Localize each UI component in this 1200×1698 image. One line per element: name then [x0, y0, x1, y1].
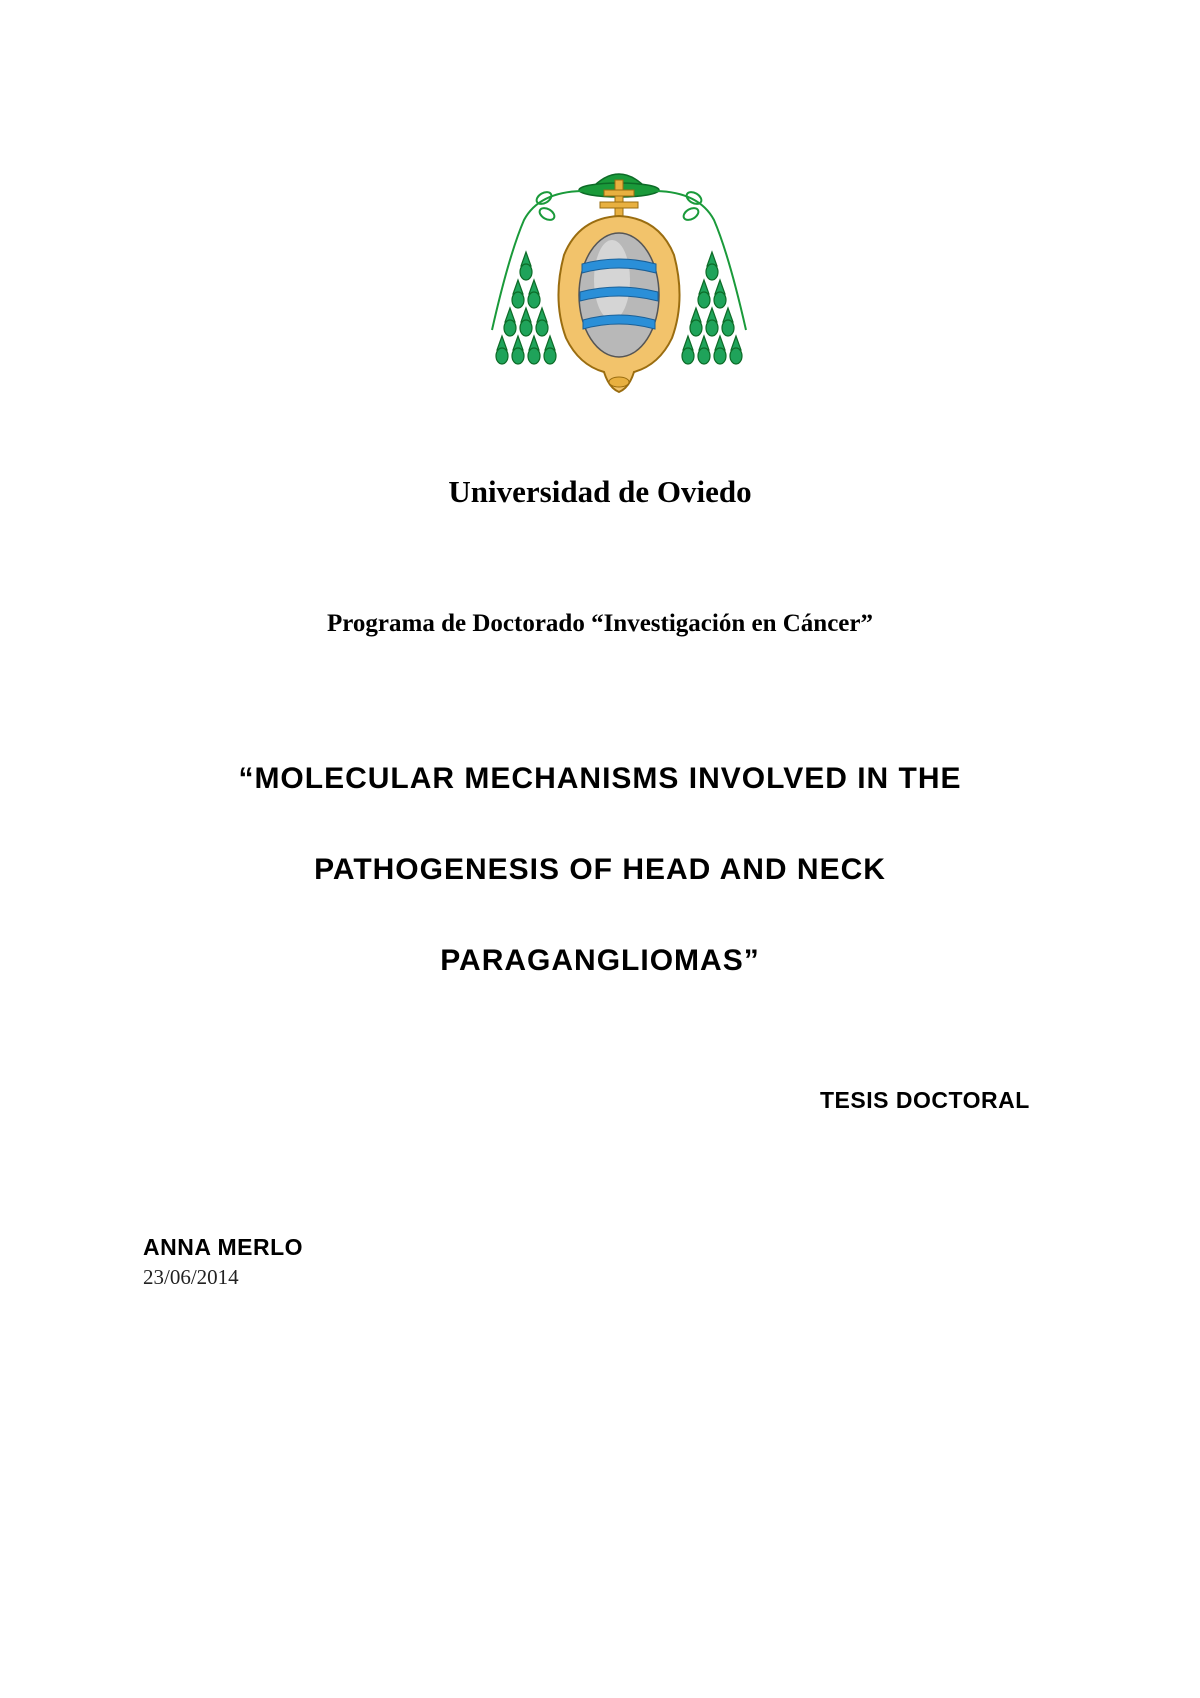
author-name: ANNA MERLO [143, 1234, 304, 1260]
university-name: Universidad de Oviedo [448, 474, 752, 509]
doctoral-program: Programa de Doctorado “Investigación en Cáncer” [327, 610, 873, 637]
thesis-type-label: TESIS DOCTORAL [820, 1087, 1030, 1113]
thesis-title-line-2: PATHOGENESIS OF HEAD AND NECK [314, 853, 886, 886]
defense-date: 23/06/2014 [143, 1265, 239, 1289]
thesis-title-line-3: PARAGANGLIOMAS” [440, 944, 760, 977]
thesis-title-line-1: “MOLECULAR MECHANISMS INVOLVED IN THE [238, 762, 962, 795]
university-coat-of-arms-icon [484, 160, 754, 400]
